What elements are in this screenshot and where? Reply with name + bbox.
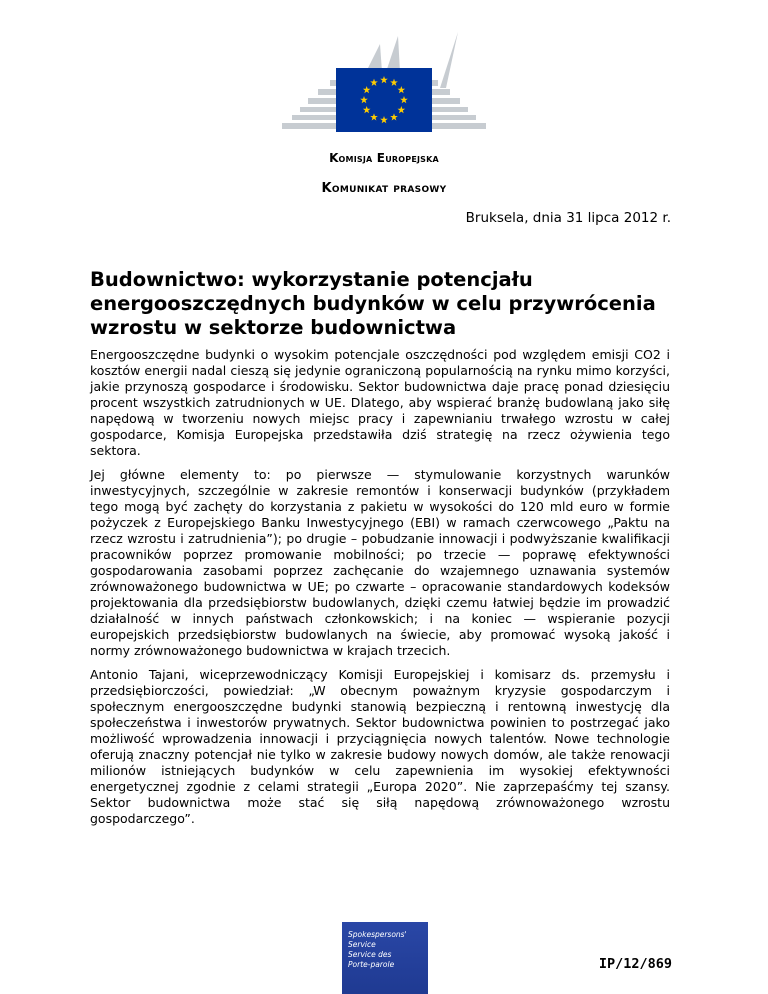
european-commission-logo (282, 28, 486, 140)
body-text (90, 347, 670, 835)
paragraph-3: Antonio Tajani, wiceprzewodniczący Komisji Europejskiej i komisarz ds. przemysłu i przedsiębiorczości, powiedział: „W obecnym poważnym kryzysie gospodarczym i społecznym energooszczędne budynki stanowią bezpieczną i rentowną inwestycję dla społeczeństwa i inwestorów prywatnych. Sektor budownictwa powinien to postrzegać jako możliwość wprowadzenia innowacji i przyciągnięcia nowych talentów. Nowe technologie oferują znaczny potencjał nie tylko w zakresie budowy nowych domów, ale także renowacji milionów istniejących budynków w celu zapewnienia im wysokiej efektywności energetycznej zgodnie z celami strategii „Europa 2020”. Nie zaprzepaśćmy tej szansy. Sektor budownictwa może stać się siłą napędową zrównoważonego wzrostu gospodarczego”. (90, 667, 670, 826)
spokes-line-2: Service (348, 940, 376, 949)
document-type: Komunikat prasowy (321, 181, 447, 196)
place-date: Bruksela, dnia 31 lipca 2012 r. (465, 210, 671, 226)
press-release-reference: IP/12/869 (598, 956, 672, 972)
spokespersons-service-badge (342, 922, 428, 994)
paragraph-1: Energooszczędne budynki o wysokim potencjale oszczędności pod względem emisji CO2 i kosztów energii nadal cieszą się jedynie ograniczoną popularnością na rynku mimo korzyści, jakie przynoszą gospodarce i środowisku. Sektor budownictwa daje pracę ponad dziesięciu procent wszystkich zatrudnionych w UE. Dlatego, aby wspierać branżę budowlaną jako siłę napędową w tworzeniu nowych miejsc pracy i zapewnianiu trwałego wzrostu w całej gospodarce, Komisja Europejska przedstawiła dziś strategię na rzecz ożywienia tego sektora. (90, 347, 670, 458)
paragraph-2: Jej główne elementy to: po pierwsze — stymulowanie korzystnych warunków inwestycyjnych, szczególnie w zakresie remontów i konserwacji budynków (przykładem tego mogą być zachęty do korzystania z pakietu w wysokości do 120 mld euro w formie pożyczek z Europejskiego Banku Inwestycyjnego (EBI) w ramach czerwcowego „Paktu na rzecz wzrostu i zatrudnienia”); po drugie – pobudzanie innowacji i podwyższanie kwalifikacji pracowników poprzez promowanie mobilności; po trzecie — poprawę efektywności gospodarowania zasobami poprzez zachęcanie do wzajemnego uznawania systemów zrównoważonego budownictwa w UE; po czwarte – opracowanie standardowych kodeksów projektowania dla przedsiębiorstw budowlanych, dzięki czemu łatwiej będzie im prowadzić działalność w innych państwach członkowskich; i na koniec — wspieranie pozycji europejskich przedsiębiorstw budowlanych na świecie, aby promować wysoką jakość i normy zrównoważonego budownictwa w krajach trzecich. (90, 467, 670, 658)
headline: Budownictwo: wykorzystanie potencjału energooszczędnych budynków w celu przywrócenia wzrostu w sektorze budownictwa (90, 268, 656, 339)
spokes-line-3: Service des (348, 950, 392, 959)
spokes-line-4: Porte-parole (348, 960, 395, 969)
spokes-line-1: Spokespersons' (348, 930, 407, 939)
organization-name: Komisja Europejska (329, 151, 439, 165)
